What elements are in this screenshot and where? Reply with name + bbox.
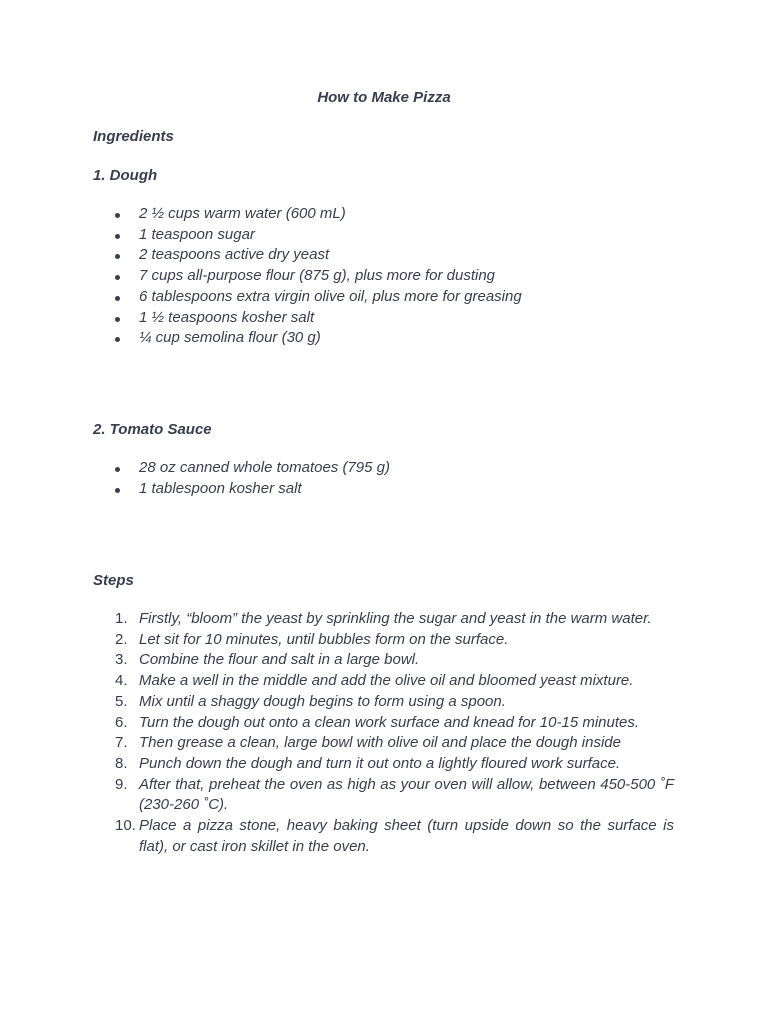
- bullet-icon: [115, 234, 120, 239]
- step-number: 1.: [115, 610, 128, 627]
- step-text: Combine the flour and salt in a large bowl.: [139, 651, 420, 669]
- tomato-sauce-heading: 2. Tomato Sauce: [93, 421, 212, 438]
- bullet-icon: [115, 254, 120, 259]
- list-item: [93, 479, 390, 500]
- step-item: [93, 671, 674, 692]
- step-item: [93, 733, 674, 754]
- bullet-icon: [115, 296, 120, 301]
- step-number: 4.: [115, 672, 128, 690]
- step-text: Punch down the dough and turn it out onto a lightly floured work surface.: [139, 754, 621, 772]
- step-text: Make a well in the middle and add the olive oil and bloomed yeast mixture.: [139, 672, 634, 690]
- bullet-icon: [115, 213, 120, 218]
- list-item-text: 2 teaspoons active dry yeast: [139, 246, 330, 264]
- list-item: [93, 204, 522, 225]
- page-title: How to Make Pizza: [317, 89, 451, 106]
- list-item: [93, 328, 522, 349]
- steps-heading: Steps: [93, 572, 134, 589]
- step-item: [93, 713, 674, 734]
- list-item-text: 6 tablespoons extra virgin olive oil, plus more for greasing: [139, 287, 522, 305]
- list-item-text: 7 cups all-purpose flour (875 g), plus more for dusting: [139, 267, 496, 285]
- list-item-text: 1 teaspoon sugar: [139, 225, 255, 243]
- list-item-text: ¼ cup semolina flour (30 g): [139, 329, 321, 347]
- list-item-text: 1 ½ teaspoons kosher salt: [139, 308, 315, 326]
- step-item: [93, 630, 674, 651]
- step-number: 9.: [115, 775, 128, 793]
- list-item: [93, 458, 390, 479]
- step-item: [93, 650, 674, 671]
- list-item: [93, 225, 522, 246]
- step-number: 3.: [115, 651, 128, 669]
- step-text: Turn the dough out onto a clean work surface and knead for 10-15 minutes.: [139, 713, 640, 731]
- step-number: 10.: [115, 817, 136, 835]
- list-item: [93, 287, 522, 308]
- bullet-icon: [115, 488, 120, 493]
- list-item: [93, 266, 522, 287]
- step-text: Mix until a shaggy dough begins to form using a spoon.: [139, 692, 506, 710]
- bullet-icon: [115, 337, 120, 342]
- step-text: Then grease a clean, large bowl with olive oil and place the dough inside: [139, 734, 621, 752]
- dough-ingredients-list: [93, 204, 522, 349]
- list-item-text: 2 ½ cups warm water (600 mL): [139, 205, 346, 222]
- list-item: [93, 308, 522, 329]
- tomato-sauce-ingredients-list: [93, 458, 390, 499]
- bullet-icon: [115, 317, 120, 322]
- step-item: [93, 609, 674, 630]
- step-number: 5.: [115, 692, 128, 710]
- step-text: Firstly, “bloom” the yeast by sprinkling the sugar and yeast in the warm water.: [139, 610, 652, 627]
- list-item-text: 1 tablespoon kosher salt: [139, 479, 302, 497]
- step-item: [93, 692, 674, 713]
- step-text: Let sit for 10 minutes, until bubbles form on the surface.: [139, 630, 509, 648]
- ingredients-heading: Ingredients: [93, 128, 174, 145]
- bullet-icon: [115, 467, 120, 472]
- steps-list: [93, 609, 674, 857]
- step-number: 2.: [115, 630, 128, 648]
- list-item-text: 28 oz canned whole tomatoes (795 g): [139, 459, 390, 476]
- step-item: [93, 754, 674, 775]
- list-item: [93, 245, 522, 266]
- step-number: 7.: [115, 734, 128, 752]
- step-number: 8.: [115, 754, 128, 772]
- step-text: Place a pizza stone, heavy baking sheet (turn upside down so the surface is flat), or cast iron skillet in the oven.: [139, 817, 674, 855]
- dough-heading: 1. Dough: [93, 167, 158, 184]
- step-text: After that, preheat the oven as high as your oven will allow, between 450-500 ˚F (230-260 ˚C).: [139, 775, 674, 814]
- step-item: [93, 816, 674, 857]
- step-number: 6.: [115, 713, 128, 731]
- step-item: [93, 775, 674, 816]
- bullet-icon: [115, 275, 120, 280]
